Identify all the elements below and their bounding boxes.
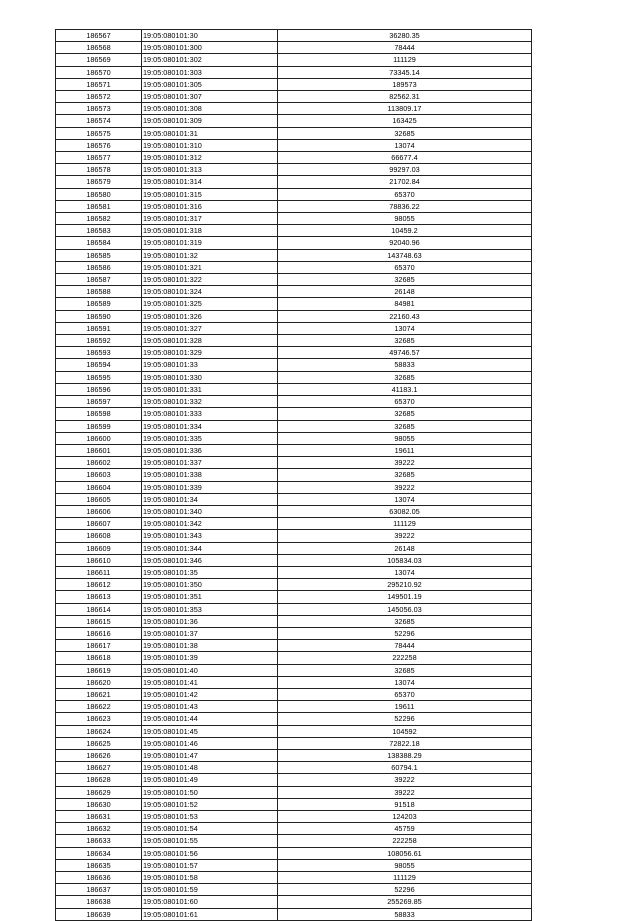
row-number-cell: 186570 [56,66,142,78]
cadastral-number-cell: 19:05:080101:324 [142,286,278,298]
row-number-cell: 186576 [56,139,142,151]
row-number-cell: 186584 [56,237,142,249]
value-cell: 13074 [278,493,532,505]
row-number-cell: 186573 [56,103,142,115]
row-number-cell: 186618 [56,652,142,664]
table-row [56,188,532,200]
cadastral-number-cell: 19:05:080101:321 [142,261,278,273]
row-number-cell: 186585 [56,249,142,261]
value-cell: 32685 [278,469,532,481]
cadastral-number-cell: 19:05:080101:46 [142,737,278,749]
cadastral-number-cell: 19:05:080101:317 [142,213,278,225]
value-cell: 32685 [278,335,532,347]
row-number-cell: 186603 [56,469,142,481]
table-row [56,78,532,90]
value-cell: 19611 [278,701,532,713]
cadastral-number-cell: 19:05:080101:57 [142,859,278,871]
value-cell: 52296 [278,884,532,896]
table-row [56,847,532,859]
value-cell: 91518 [278,798,532,810]
row-number-cell: 186577 [56,152,142,164]
cadastral-number-cell: 19:05:080101:37 [142,627,278,639]
cadastral-number-cell: 19:05:080101:310 [142,139,278,151]
table-row [56,566,532,578]
cadastral-number-cell: 19:05:080101:41 [142,676,278,688]
value-cell: 32685 [278,127,532,139]
cadastral-number-cell: 19:05:080101:309 [142,115,278,127]
cadastral-number-cell: 19:05:080101:40 [142,664,278,676]
row-number-cell: 186599 [56,420,142,432]
value-cell: 22160.43 [278,310,532,322]
row-number-cell: 186608 [56,530,142,542]
table-row [56,786,532,798]
value-cell: 113809.17 [278,103,532,115]
row-number-cell: 186632 [56,823,142,835]
table-row [56,396,532,408]
row-number-cell: 186588 [56,286,142,298]
cadastral-number-cell: 19:05:080101:315 [142,188,278,200]
cadastral-number-cell: 19:05:080101:45 [142,725,278,737]
table-row [56,530,532,542]
value-cell: 39222 [278,530,532,542]
table-row [56,164,532,176]
table-row [56,493,532,505]
cadastral-number-cell: 19:05:080101:56 [142,847,278,859]
table-row [56,54,532,66]
row-number-cell: 186610 [56,554,142,566]
value-cell: 111129 [278,872,532,884]
value-cell: 21702.84 [278,176,532,188]
row-number-cell: 186604 [56,481,142,493]
table-row [56,481,532,493]
table-row [56,66,532,78]
value-cell: 65370 [278,261,532,273]
cadastral-number-cell: 19:05:080101:346 [142,554,278,566]
cadastral-number-cell: 19:05:080101:329 [142,347,278,359]
table-row [56,835,532,847]
value-cell: 99297.03 [278,164,532,176]
value-cell: 295210.92 [278,579,532,591]
table-row [56,274,532,286]
value-cell: 143748.63 [278,249,532,261]
value-cell: 163425 [278,115,532,127]
cadastral-number-cell: 19:05:080101:343 [142,530,278,542]
row-number-cell: 186611 [56,566,142,578]
value-cell: 108056.61 [278,847,532,859]
cadastral-number-cell: 19:05:080101:49 [142,774,278,786]
row-number-cell: 186636 [56,872,142,884]
table-row [56,469,532,481]
table-row [56,518,532,530]
row-number-cell: 186621 [56,688,142,700]
table-row [56,200,532,212]
row-number-cell: 186639 [56,908,142,920]
cadastral-number-cell: 19:05:080101:300 [142,42,278,54]
row-number-cell: 186628 [56,774,142,786]
cadastral-number-cell: 19:05:080101:32 [142,249,278,261]
row-number-cell: 186633 [56,835,142,847]
row-number-cell: 186637 [56,884,142,896]
cadastral-value-table [55,29,532,921]
cadastral-number-cell: 19:05:080101:322 [142,274,278,286]
value-cell: 189573 [278,78,532,90]
row-number-cell: 186579 [56,176,142,188]
cadastral-number-cell: 19:05:080101:42 [142,688,278,700]
value-cell: 13074 [278,139,532,151]
table-row [56,371,532,383]
table-row [56,811,532,823]
cadastral-number-cell: 19:05:080101:43 [142,701,278,713]
row-number-cell: 186574 [56,115,142,127]
table-row [56,213,532,225]
cadastral-number-cell: 19:05:080101:351 [142,591,278,603]
value-cell: 111129 [278,518,532,530]
row-number-cell: 186609 [56,542,142,554]
row-number-cell: 186575 [56,127,142,139]
value-cell: 124203 [278,811,532,823]
row-number-cell: 186578 [56,164,142,176]
cadastral-number-cell: 19:05:080101:308 [142,103,278,115]
row-number-cell: 186602 [56,457,142,469]
value-cell: 84981 [278,298,532,310]
row-number-cell: 186605 [56,493,142,505]
cadastral-number-cell: 19:05:080101:336 [142,444,278,456]
row-number-cell: 186619 [56,664,142,676]
row-number-cell: 186624 [56,725,142,737]
cadastral-number-cell: 19:05:080101:38 [142,640,278,652]
cadastral-number-cell: 19:05:080101:53 [142,811,278,823]
table-row [56,884,532,896]
row-number-cell: 186607 [56,518,142,530]
cadastral-number-cell: 19:05:080101:302 [142,54,278,66]
value-cell: 49746.57 [278,347,532,359]
table-row [56,30,532,42]
table-row [56,310,532,322]
value-cell: 58833 [278,908,532,920]
cadastral-number-cell: 19:05:080101:330 [142,371,278,383]
value-cell: 222258 [278,835,532,847]
cadastral-number-cell: 19:05:080101:44 [142,713,278,725]
table-row [56,432,532,444]
table-row [56,237,532,249]
table-row [56,737,532,749]
row-number-cell: 186592 [56,335,142,347]
table-row [56,359,532,371]
cadastral-number-cell: 19:05:080101:325 [142,298,278,310]
value-cell: 78836.22 [278,200,532,212]
cadastral-number-cell: 19:05:080101:307 [142,91,278,103]
value-cell: 10459.2 [278,225,532,237]
value-cell: 32685 [278,274,532,286]
cadastral-number-cell: 19:05:080101:353 [142,603,278,615]
row-number-cell: 186593 [56,347,142,359]
cadastral-number-cell: 19:05:080101:35 [142,566,278,578]
value-cell: 92040.96 [278,237,532,249]
cadastral-number-cell: 19:05:080101:36 [142,615,278,627]
value-cell: 78444 [278,42,532,54]
row-number-cell: 186568 [56,42,142,54]
value-cell: 98055 [278,859,532,871]
table-row [56,627,532,639]
value-cell: 13074 [278,676,532,688]
cadastral-number-cell: 19:05:080101:312 [142,152,278,164]
cadastral-number-cell: 19:05:080101:338 [142,469,278,481]
cadastral-number-cell: 19:05:080101:30 [142,30,278,42]
value-cell: 39222 [278,774,532,786]
row-number-cell: 186597 [56,396,142,408]
value-cell: 60794.1 [278,762,532,774]
cadastral-number-cell: 19:05:080101:33 [142,359,278,371]
cadastral-number-cell: 19:05:080101:60 [142,896,278,908]
row-number-cell: 186589 [56,298,142,310]
table-row [56,908,532,920]
value-cell: 105834.03 [278,554,532,566]
value-cell: 58833 [278,359,532,371]
table-row [56,798,532,810]
cadastral-number-cell: 19:05:080101:59 [142,884,278,896]
row-number-cell: 186614 [56,603,142,615]
row-number-cell: 186612 [56,579,142,591]
table-row [56,408,532,420]
value-cell: 65370 [278,396,532,408]
row-number-cell: 186594 [56,359,142,371]
row-number-cell: 186620 [56,676,142,688]
value-cell: 255269.85 [278,896,532,908]
cadastral-number-cell: 19:05:080101:333 [142,408,278,420]
table-row [56,579,532,591]
cadastral-number-cell: 19:05:080101:328 [142,335,278,347]
table-row [56,615,532,627]
table-row [56,115,532,127]
cadastral-number-cell: 19:05:080101:326 [142,310,278,322]
cadastral-number-cell: 19:05:080101:52 [142,798,278,810]
row-number-cell: 186629 [56,786,142,798]
value-cell: 66677.4 [278,152,532,164]
table-row [56,249,532,261]
row-number-cell: 186572 [56,91,142,103]
row-number-cell: 186606 [56,505,142,517]
value-cell: 32685 [278,420,532,432]
value-cell: 145056.03 [278,603,532,615]
table-row [56,298,532,310]
row-number-cell: 186586 [56,261,142,273]
row-number-cell: 186591 [56,322,142,334]
table-row [56,176,532,188]
cadastral-number-cell: 19:05:080101:39 [142,652,278,664]
value-cell: 73345.14 [278,66,532,78]
table-row [56,335,532,347]
row-number-cell: 186587 [56,274,142,286]
cadastral-number-cell: 19:05:080101:334 [142,420,278,432]
value-cell: 65370 [278,688,532,700]
cadastral-number-cell: 19:05:080101:50 [142,786,278,798]
row-number-cell: 186595 [56,371,142,383]
table-row [56,347,532,359]
table-row [56,725,532,737]
cadastral-number-cell: 19:05:080101:318 [142,225,278,237]
value-cell: 36280.35 [278,30,532,42]
cadastral-number-cell: 19:05:080101:61 [142,908,278,920]
value-cell: 65370 [278,188,532,200]
table-row [56,420,532,432]
table-row [56,823,532,835]
table-row [56,676,532,688]
value-cell: 82562.31 [278,91,532,103]
cadastral-number-cell: 19:05:080101:58 [142,872,278,884]
table-row [56,591,532,603]
row-number-cell: 186615 [56,615,142,627]
row-number-cell: 186583 [56,225,142,237]
value-cell: 98055 [278,213,532,225]
value-cell: 63082.05 [278,505,532,517]
cadastral-number-cell: 19:05:080101:337 [142,457,278,469]
row-number-cell: 186627 [56,762,142,774]
value-cell: 111129 [278,54,532,66]
value-cell: 26148 [278,286,532,298]
value-cell: 78444 [278,640,532,652]
table-row [56,701,532,713]
cadastral-number-cell: 19:05:080101:342 [142,518,278,530]
table-row [56,603,532,615]
row-number-cell: 186581 [56,200,142,212]
row-number-cell: 186600 [56,432,142,444]
table-row [56,505,532,517]
table-row [56,457,532,469]
cadastral-number-cell: 19:05:080101:344 [142,542,278,554]
table-row [56,322,532,334]
table-row [56,896,532,908]
table-row [56,640,532,652]
cadastral-number-cell: 19:05:080101:313 [142,164,278,176]
cadastral-number-cell: 19:05:080101:47 [142,749,278,761]
cadastral-number-cell: 19:05:080101:303 [142,66,278,78]
value-cell: 39222 [278,786,532,798]
row-number-cell: 186616 [56,627,142,639]
table-row [56,688,532,700]
value-cell: 45759 [278,823,532,835]
row-number-cell: 186631 [56,811,142,823]
cadastral-number-cell: 19:05:080101:350 [142,579,278,591]
table-row [56,383,532,395]
value-cell: 39222 [278,457,532,469]
row-number-cell: 186613 [56,591,142,603]
value-cell: 138388.29 [278,749,532,761]
value-cell: 222258 [278,652,532,664]
row-number-cell: 186569 [56,54,142,66]
table-row [56,554,532,566]
cadastral-number-cell: 19:05:080101:55 [142,835,278,847]
cadastral-number-cell: 19:05:080101:34 [142,493,278,505]
value-cell: 32685 [278,371,532,383]
value-cell: 19611 [278,444,532,456]
row-number-cell: 186571 [56,78,142,90]
cadastral-number-cell: 19:05:080101:339 [142,481,278,493]
value-cell: 104592 [278,725,532,737]
row-number-cell: 186634 [56,847,142,859]
cadastral-number-cell: 19:05:080101:316 [142,200,278,212]
table-body [56,30,532,921]
value-cell: 32685 [278,664,532,676]
row-number-cell: 186630 [56,798,142,810]
value-cell: 32685 [278,408,532,420]
table-row [56,103,532,115]
value-cell: 13074 [278,566,532,578]
cadastral-number-cell: 19:05:080101:340 [142,505,278,517]
table-row [56,225,532,237]
value-cell: 26148 [278,542,532,554]
row-number-cell: 186635 [56,859,142,871]
value-cell: 98055 [278,432,532,444]
value-cell: 41183.1 [278,383,532,395]
table-row [56,444,532,456]
value-cell: 13074 [278,322,532,334]
table-row [56,749,532,761]
cadastral-number-cell: 19:05:080101:54 [142,823,278,835]
cadastral-number-cell: 19:05:080101:327 [142,322,278,334]
table-row [56,872,532,884]
value-cell: 149501.19 [278,591,532,603]
cadastral-number-cell: 19:05:080101:319 [142,237,278,249]
table-row [56,286,532,298]
table-row [56,261,532,273]
table-row [56,859,532,871]
table-row [56,152,532,164]
cadastral-number-cell: 19:05:080101:335 [142,432,278,444]
row-number-cell: 186622 [56,701,142,713]
table-row [56,542,532,554]
row-number-cell: 186598 [56,408,142,420]
table-row [56,139,532,151]
cadastral-number-cell: 19:05:080101:331 [142,383,278,395]
table-row [56,774,532,786]
cadastral-number-cell: 19:05:080101:31 [142,127,278,139]
row-number-cell: 186596 [56,383,142,395]
table-row [56,91,532,103]
value-cell: 72822.18 [278,737,532,749]
table-row [56,652,532,664]
row-number-cell: 186626 [56,749,142,761]
table-row [56,664,532,676]
row-number-cell: 186582 [56,213,142,225]
cadastral-number-cell: 19:05:080101:305 [142,78,278,90]
value-cell: 39222 [278,481,532,493]
value-cell: 32685 [278,615,532,627]
row-number-cell: 186625 [56,737,142,749]
cadastral-number-cell: 19:05:080101:48 [142,762,278,774]
row-number-cell: 186580 [56,188,142,200]
row-number-cell: 186590 [56,310,142,322]
row-number-cell: 186617 [56,640,142,652]
row-number-cell: 186567 [56,30,142,42]
table-row [56,762,532,774]
cadastral-number-cell: 19:05:080101:314 [142,176,278,188]
table-row [56,127,532,139]
value-cell: 52296 [278,627,532,639]
row-number-cell: 186623 [56,713,142,725]
row-number-cell: 186638 [56,896,142,908]
row-number-cell: 186601 [56,444,142,456]
table-row [56,713,532,725]
value-cell: 52296 [278,713,532,725]
table-row [56,42,532,54]
cadastral-number-cell: 19:05:080101:332 [142,396,278,408]
